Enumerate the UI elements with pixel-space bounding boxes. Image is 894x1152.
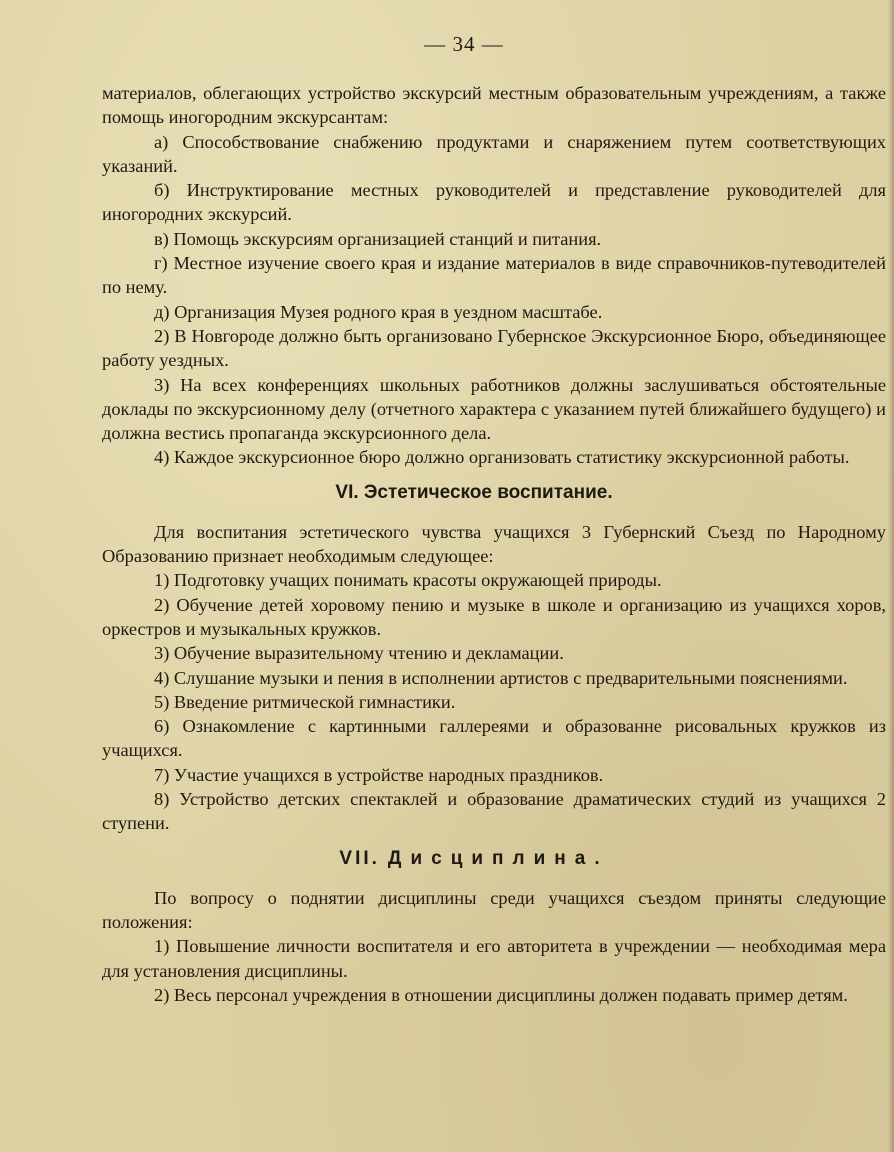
- section-heading-vii-title: Дисциплина.: [387, 847, 609, 869]
- section-vii-item-2: 2) Весь персонал учреждения в отношении дисциплины должен подавать пример детям.: [154, 984, 848, 1005]
- section-vi-item-1: 1) Подготовку учащих понимать красоты окружающей природы.: [154, 570, 662, 591]
- section-vi-item-7: 7) Участие учащихся в устройстве народных праздников.: [154, 764, 604, 785]
- list-item-b: б) Инструктирование местных руководителей и представление руководителей для иногородних экскурсий.: [102, 180, 886, 225]
- section-vi-item-4: 4) Слушание музыки и пения в исполнении артистов с предварительными пояснениями.: [154, 667, 848, 688]
- list-item-2: 2) В Новгороде должно быть организовано Губернское Экскурсионное Бюро, объединяющее работу уездных.: [102, 325, 886, 371]
- list-item-g: г) Местное изучение своего края и издание материалов в виде справочников-путеводителей по нему.: [102, 253, 886, 298]
- section-vi-item-3: 3) Обучение выразительному чтению и декламации.: [154, 643, 564, 664]
- list-item-4: 4) Каждое экскурсионное бюро должно организовать статистику экскурсионной работы.: [154, 447, 850, 468]
- section-heading-vii-number: VII.: [339, 847, 380, 869]
- page-edge-shadow: [888, 0, 894, 1152]
- list-item-v: в) Помощь экскурсиям организацией станций и питания.: [154, 228, 602, 249]
- section-vii-item-1: 1) Повышение личности воспитателя и его авторитета в учреждении — необходимая мера для установления дисциплины.: [102, 936, 886, 981]
- section-heading-vi: VI. Эстетическое воспитание.: [335, 481, 613, 503]
- list-item-d: д) Организация Музея родного края в уездном масштабе.: [154, 301, 603, 322]
- paragraph-continuation: материалов, облегающих устройство экскурсий местным образовательным учреждениям, а также помощь иногородним экскурсантам:: [102, 83, 886, 128]
- section-heading-vii: [102, 848, 886, 870]
- list-item-3: 3) На всех конференциях школьных работников должны заслушиваться обстоятельные доклады по экскурсионному делу (отчетного характера с указанием путей ближайшего будущего) и должна вестись пропаганда экскурсионного дела.: [102, 374, 886, 444]
- section-vi-item-8: 8) Устройство детских спектаклей и образование драматических студий из учащихся 2 ступени.: [102, 789, 886, 834]
- page-number: — 34 —: [424, 32, 504, 56]
- section-vi-item-6: 6) Ознакомление с картинными галлереями и образованне рисовальных кружков из учащихся.: [102, 716, 886, 761]
- list-item-a: а) Способствование снабжению продуктами и снаряжением путем соответствующих указаний.: [102, 131, 886, 176]
- section-vi-item-2: 2) Обучение детей хоровому пению и музыке в школе и организацию из учащихся хоров, оркестров и музыкальных кружков.: [102, 594, 886, 639]
- section-vi-item-5: 5) Введение ритмической гимнастики.: [154, 691, 456, 712]
- section-vi-intro: Для воспитания эстетического чувства учащихся 3 Губернский Съезд по Народному Образованию признает необходимым следующее:: [102, 521, 886, 567]
- section-vii-intro: По вопросу о поднятии дисциплины среди учащихся съездом приняты следующие положения:: [102, 887, 886, 932]
